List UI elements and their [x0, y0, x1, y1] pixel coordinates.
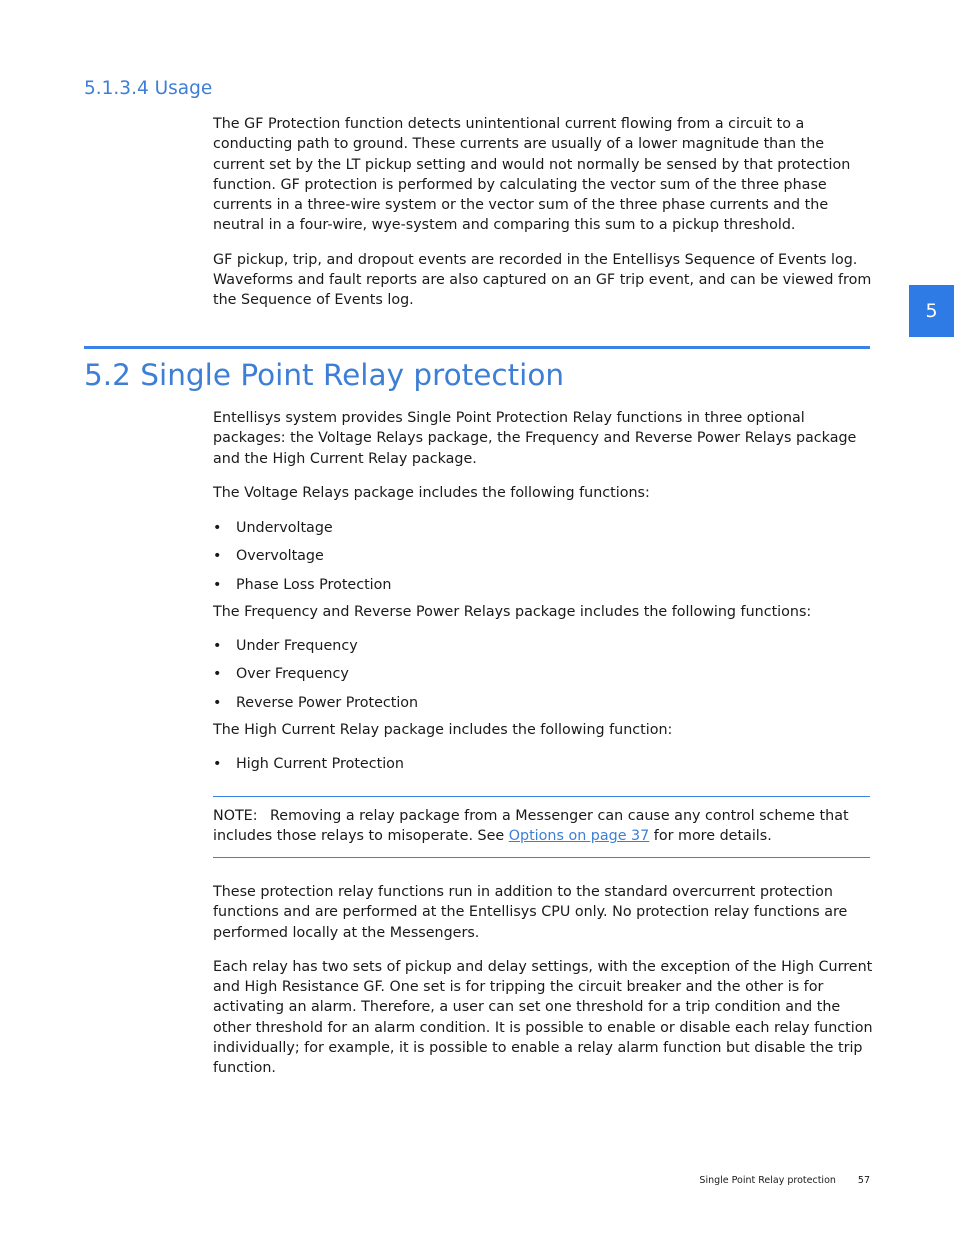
frequency-package-intro: The Frequency and Reverse Power Relays package includes the following functions: [213, 604, 812, 620]
high-current-list-block [213, 754, 873, 774]
high-current-functions-list [213, 754, 873, 774]
bullet-icon: • [213, 638, 222, 654]
chapter-tab[interactable] [909, 285, 954, 337]
high-current-package-intro: The High Current Relay package includes the following function: [213, 722, 673, 738]
page-footer [640, 1175, 870, 1186]
bullet-icon: • [213, 548, 222, 565]
section-intro-paragraph: Entellisys system provides Single Point Protection Relay functions in three optional packages: the Voltage Relays package, the Frequency and Reverse Power Relays package and the High Current Relay package. [213, 410, 857, 467]
bullet-icon: • [213, 576, 222, 593]
list-item: • Over Frequency [213, 664, 873, 684]
usage-body [213, 114, 873, 311]
list-item: • Reverse Power Protection [213, 693, 873, 713]
closing-paragraph-2: Each relay has two sets of pickup and delay settings, with the exception of the High Current and High Resistance GF. One set is for tripping the circuit breaker and the other is for activating an alarm. Therefore, a user can set one threshold for a trip condition and the other threshold for an alarm condition. It is possible to enable or disable each relay function individually; for example, it is possible to enable a relay alarm function but disable the trip function. [213, 958, 873, 1077]
bullet-icon: • [213, 666, 222, 683]
closing-body [213, 882, 873, 1079]
voltage-list-block [213, 518, 873, 595]
bullet-icon: • [213, 520, 222, 536]
footer-section-name: Single Point Relay protection [699, 1175, 836, 1186]
list-item: • Under Frequency [213, 636, 873, 656]
voltage-package-intro: The Voltage Relays package includes the following functions: [213, 484, 650, 501]
chapter-tab-label: 5 [925, 300, 938, 322]
section-title: 5.2 Single Point Relay protection [84, 358, 565, 392]
note-top-rule [213, 796, 870, 797]
note-text-end: for more details. [649, 828, 772, 845]
usage-paragraph-1: The GF Protection function detects unintentional current flowing from a circuit to a conducting path to ground. These currents are usually of a lower magnitude than the current set by the LT pickup setting and would not normally be sensed by that protection function. GF protection is performed by calculating the vector sum of the three phase currents in a three-wire system or the vector sum of the three phase currents and the neutral in a four-wire, wye-system and comparing this sum to a pickup threshold. [213, 116, 851, 234]
note-box [213, 806, 873, 847]
note-label: NOTE: [213, 808, 258, 824]
frequency-functions-list [213, 636, 873, 713]
list-item: • Phase Loss Protection [213, 575, 873, 595]
high-current-intro-block [213, 720, 873, 740]
subsection-heading: 5.1.3.4 Usage [84, 78, 213, 99]
page-number: 57 [857, 1175, 870, 1186]
list-item: • High Current Protection [213, 754, 873, 774]
section-intro-block [213, 408, 873, 503]
bullet-icon: • [213, 756, 222, 772]
section-divider [84, 346, 870, 349]
frequency-list-block [213, 636, 873, 713]
note-bottom-rule [213, 857, 870, 858]
note-text: Removing a relay package from a Messenger can cause any control scheme that includes those relays to misoperate. See [213, 808, 849, 845]
list-item: • Undervoltage [213, 518, 873, 538]
closing-paragraph-1: These protection relay functions run in addition to the standard overcurrent protection functions and are performed at the Entellisys CPU only. No protection relay functions are performed locally at the Messengers. [213, 884, 848, 941]
bullet-icon: • [213, 694, 222, 711]
options-page-link[interactable]: Options on page 37 [508, 828, 650, 845]
frequency-intro-block [213, 602, 873, 622]
voltage-functions-list [213, 518, 873, 595]
list-item: • Overvoltage [213, 546, 873, 566]
usage-paragraph-2: GF pickup, trip, and dropout events are recorded in the Entellisys Sequence of Events log. Waveforms and fault reports are also captured on an GF trip event, and can be viewed from the Sequence of Events log. [213, 251, 872, 309]
